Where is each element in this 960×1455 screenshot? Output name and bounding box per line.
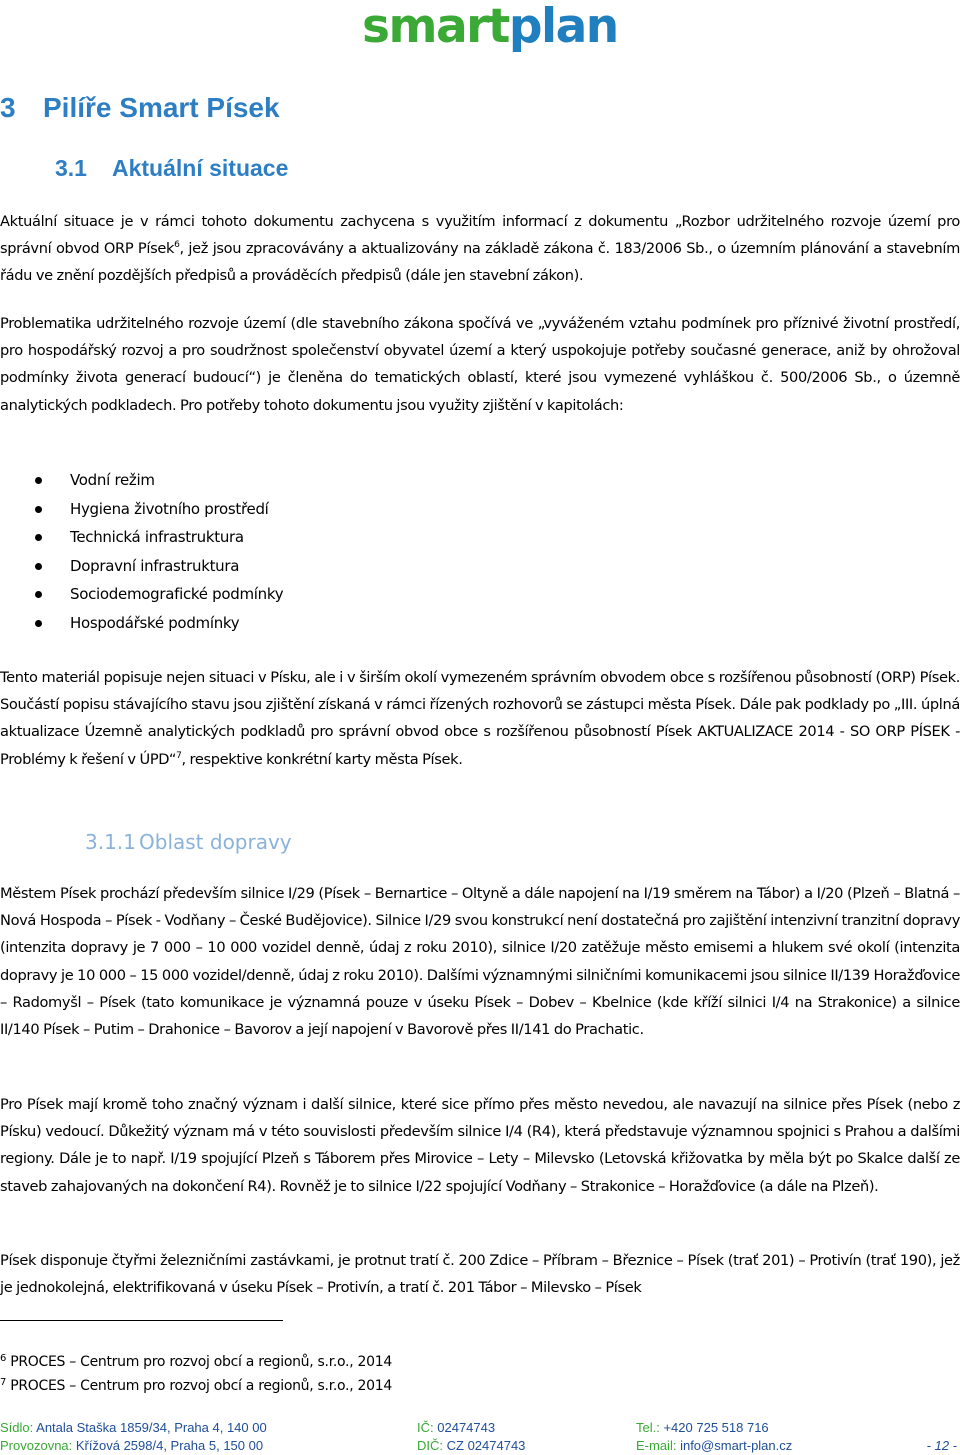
footnote-number: 6: [0, 1353, 7, 1364]
footer-value-dic: CZ 02474743: [446, 1438, 526, 1453]
footnote-number: 7: [0, 1377, 7, 1388]
list-item: [0, 552, 600, 581]
list-item: [0, 466, 600, 495]
footer-label-tel: Tel.:: [636, 1420, 660, 1435]
footer-label-ic: IČ:: [417, 1420, 434, 1435]
paragraph-intro-text-a: Aktuální situace je v rámci tohoto dokumentu zachycena s využitím informací z dokumentu „Rozbor udržitelného rozvoje území pro správní obvod ORP Písek: [0, 213, 960, 258]
bullet-icon: [35, 506, 42, 513]
footnote-6: [0, 1352, 392, 1372]
footer-label-email: E-mail:: [636, 1438, 677, 1453]
heading-section-number: 3.1: [55, 155, 87, 181]
logo-part-plan: plan: [508, 0, 618, 54]
footer-label-dic: DIČ:: [417, 1438, 443, 1453]
paragraph-silnice: Městem Písek prochází především silnice I/29 (Písek – Bernartice – Oltyně a dále napojení na I/19 směrem na Tábor) a I/20 (Plzeň – Blatná – Nová Hospoda – Písek - Vodňany – České Budějovice). Silnice I/29 svou konstrukcí není dostatečná pro zajištění intenzivní tranzitní dopravy (intenzita dopravy je 7 000 – 10 000 vozidel denně, údaj z roku 2010), silnice I/20 zatěžuje město emisemi a hlukem své okolí (intenzita dopravy je 10 000 – 15 000 vozidel/denně, údaj z roku 2010). Dalšími významnými silničními komunikacemi jsou silnice II/139 Horažďovice – Radomyšl – Písek (tato komunikace je významná pouze v úseku Písek – Dobev – Kbelnice (kde kříží silnici I/4 na Strakonice) a silnice II/140 Písek – Putim – Drahonice – Bavorov a její napojení v Bavorově přes II/141 do Prachatic.: [0, 885, 960, 1039]
footnote-text: PROCES – Centrum pro rozvoj obcí a regionů, s.r.o., 2014: [10, 1354, 392, 1370]
list-item-text: Dopravní infrastruktura: [70, 556, 240, 575]
heading-section: [55, 152, 288, 184]
paragraph-material-text-b: , respektive konkrétní karty města Písek.: [181, 750, 463, 768]
bullet-icon: [35, 563, 42, 570]
list-item: [0, 580, 600, 609]
list-item-text: Sociodemografické podmínky: [70, 585, 284, 604]
bullet-icon: [35, 534, 42, 541]
footnote-separator: [0, 1320, 283, 1321]
footer-value-tel[interactable]: +420 725 518 716: [663, 1420, 769, 1435]
footer-value-email[interactable]: info@smart-plan.cz: [680, 1438, 793, 1453]
heading-chapter: [0, 90, 280, 126]
footer-value-ic: 02474743: [437, 1420, 496, 1435]
list-item: [0, 523, 600, 552]
footer-value-sidlo: Antala Staška 1859/34, Praha 4, 140 00: [36, 1420, 267, 1435]
list-item: [0, 609, 600, 638]
list-item-text: Technická infrastruktura: [70, 528, 244, 547]
smartplan-logo: [362, 0, 618, 60]
paragraph-intro-text-b: , jež jsou zpracovávány a aktualizovány na základě zákona č. 183/2006 Sb., o územním plánování a stavebním řádu ve znění pozdějších předpisů a prováděcích předpisů (dále jen stavební zákon).: [0, 240, 960, 285]
logo-part-smart: smart: [362, 0, 509, 54]
paragraph-problematika: Problematika udržitelného rozvoje území (dle stavebního zákona spočívá ve „vyváženém vztahu podmínek pro příznivé životní prostředí, pro hospodářský rozvoj a pro soudržnost společenství obyvatel území a který uspokojuje potřeby současné generace, aniž by ohrožoval podmínky života generací budoucí“) je členěna do tematických oblastí, které jsou vymezené vyhláškou č. 500/2006 Sb., o územně analytických podkladech. Pro potřeby tohoto dokumentu jsou využity zjištění v kapitolách:: [0, 315, 960, 414]
bullet-icon: [35, 620, 42, 627]
heading-subsection-number: 3.1.1: [85, 830, 136, 854]
paragraph-dalsi-silnice: Pro Písek mají kromě toho značný význam i další silnice, které sice přímo přes město nevedou, ale navazují na silnice přes Písek (nebo z Písku) vedoucí. Důkežitý význam má v této souvislosti především silnice I/4 (R4), která představuje významnou spojnici s Prahou a dalšími regiony. Dále je to např. I/19 spojující Plzeň s Táborem přes Mirovice – Lety – Milevsko (Letovská křižovatka by měla být po Skalce další ze staveb zahajovaných na dokončení R4). Rovněž je to silnice I/22 spojující Vodňany – Strakonice – Horažďovice (a dále na Plzeň).: [0, 1096, 960, 1195]
footer-label-provozovna: Provozovna:: [0, 1438, 73, 1453]
page-number: - 12 -: [926, 1438, 957, 1453]
list-item: [0, 495, 600, 524]
heading-chapter-title: Pilíře Smart Písek: [43, 92, 280, 123]
heading-subsection-title: Oblast dopravy: [139, 830, 292, 854]
paragraph-material-text-a: Tento materiál popisuje nejen situaci v Písku, ale i v širším okolí vymezeném správním obvodem obce s rozšířenou působností (ORP) Písek. Součástí popisu stávajícího stavu jsou zjištění získaná v rámci řízených rozhovorů se zástupci města Písek. Dále pak podklady po „III. úplná aktualizace Územně analytických podkladů pro správní obvod obce s rozšířenou působností Písek AKTUALIZACE 2014 - SO ORP PÍSEK - Problémy k řešení v ÚPD“: [0, 669, 960, 768]
footnote-ref-6[interactable]: 6: [174, 240, 180, 251]
footnote-7: [0, 1376, 392, 1396]
paragraph-material: [0, 664, 960, 773]
footnote-text: PROCES – Centrum pro rozvoj obcí a regionů, s.r.o., 2014: [10, 1378, 392, 1394]
footnote-ref-7[interactable]: 7: [176, 750, 182, 761]
list-item-text: Hygiena životního prostředí: [70, 499, 269, 518]
paragraph-zeleznice: Písek disponuje čtyřmi železničními zastávkami, je protnut tratí č. 200 Zdice – Příbram – Březnice – Písek (trať 201) – Protivín (trať 190), jež je jednokolejná, elektrifikovaná v úseku Písek – Protivín, a tratí č. 201 Tábor – Milevsko – Písek: [0, 1252, 960, 1297]
footer-value-provozovna: Křížová 2598/4, Praha 5, 150 00: [75, 1438, 264, 1453]
heading-section-title: Aktuální situace: [112, 155, 289, 181]
bullet-icon: [35, 477, 42, 484]
bullet-icon: [35, 591, 42, 598]
list-item-text: Hospodářské podmínky: [70, 613, 240, 632]
footer-label-sidlo: Sídlo:: [0, 1420, 34, 1435]
heading-subsection: [85, 826, 292, 858]
list-item-text: Vodní režim: [70, 471, 155, 489]
chapter-bullet-list: [0, 466, 600, 638]
heading-chapter-number: 3: [0, 92, 16, 123]
paragraph-intro: [0, 208, 960, 290]
